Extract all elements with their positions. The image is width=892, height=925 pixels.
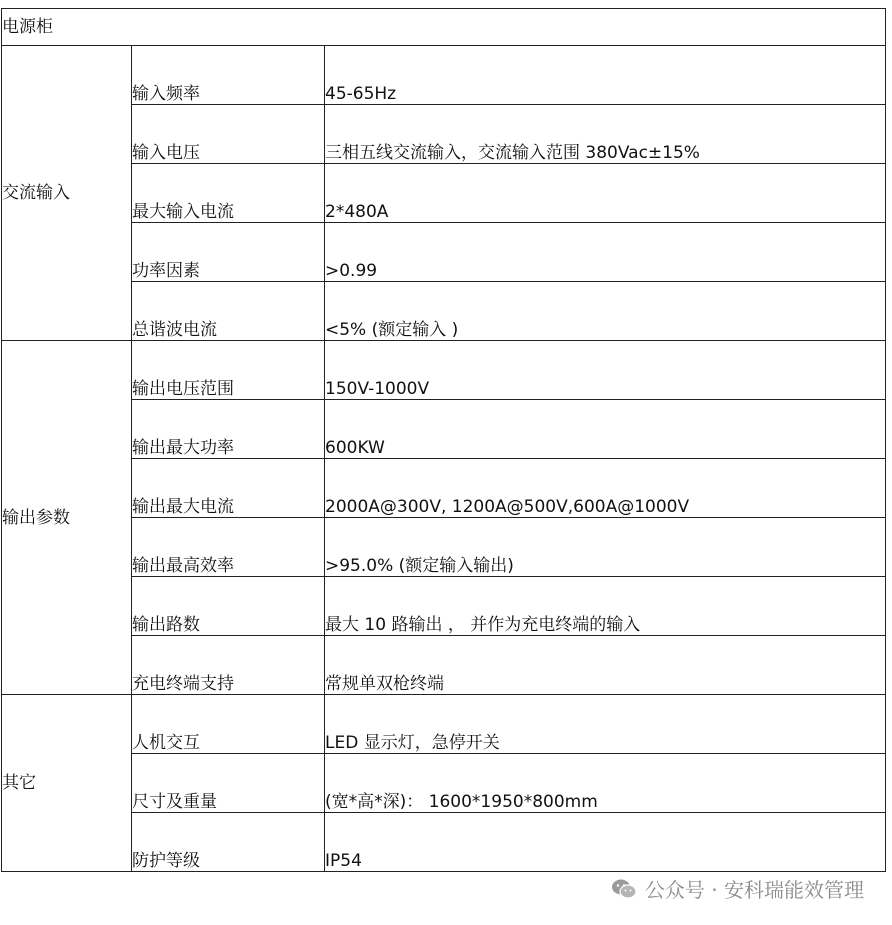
param-name: 尺寸及重量 bbox=[132, 754, 325, 813]
param-value: >0.99 bbox=[325, 223, 886, 282]
table-row bbox=[2, 400, 886, 459]
table-row bbox=[2, 695, 886, 754]
watermark-text: 公众号 · 安科瑞能效管理 bbox=[644, 878, 864, 902]
table-title: 电源柜 bbox=[2, 9, 886, 46]
param-value: 150V-1000V bbox=[325, 341, 886, 400]
param-name: 输出电压范围 bbox=[132, 341, 325, 400]
param-name: 总谐波电流 bbox=[132, 282, 325, 341]
param-name: 人机交互 bbox=[132, 695, 325, 754]
table-row bbox=[2, 813, 886, 872]
table-row bbox=[2, 341, 886, 400]
param-value: >95.0% (额定输入输出) bbox=[325, 518, 886, 577]
table-row bbox=[2, 46, 886, 105]
table-row bbox=[2, 636, 886, 695]
watermark bbox=[611, 874, 864, 903]
group-label-other: 其它 bbox=[2, 695, 132, 872]
spec-table bbox=[1, 8, 886, 872]
param-value: <5% (额定输入 ) bbox=[325, 282, 886, 341]
param-name: 输出最大功率 bbox=[132, 400, 325, 459]
param-value: 45-65Hz bbox=[325, 46, 886, 105]
param-name: 最大输入电流 bbox=[132, 164, 325, 223]
table-row bbox=[2, 223, 886, 282]
param-value: 2000A@300V, 1200A@500V,600A@1000V bbox=[325, 459, 886, 518]
table-row bbox=[2, 577, 886, 636]
param-value: 常规单双枪终端 bbox=[325, 636, 886, 695]
param-value: IP54 bbox=[325, 813, 886, 872]
param-name: 输出最大电流 bbox=[132, 459, 325, 518]
param-value: 2*480A bbox=[325, 164, 886, 223]
table-row bbox=[2, 518, 886, 577]
table-row bbox=[2, 459, 886, 518]
group-label-output-params: 输出参数 bbox=[2, 341, 132, 695]
param-name: 输入电压 bbox=[132, 105, 325, 164]
table-row bbox=[2, 282, 886, 341]
param-value: LED 显示灯，急停开关 bbox=[325, 695, 886, 754]
wechat-icon bbox=[611, 878, 637, 900]
param-name: 输入频率 bbox=[132, 46, 325, 105]
param-value: 最大 10 路输出 ， 并作为充电终端的输入 bbox=[325, 577, 886, 636]
table-row bbox=[2, 105, 886, 164]
table-row bbox=[2, 754, 886, 813]
title-row bbox=[2, 9, 886, 46]
param-value: 600KW bbox=[325, 400, 886, 459]
group-label-ac-input: 交流输入 bbox=[2, 46, 132, 341]
param-value: (宽*高*深)： 1600*1950*800mm bbox=[325, 754, 886, 813]
param-name: 防护等级 bbox=[132, 813, 325, 872]
param-name: 功率因素 bbox=[132, 223, 325, 282]
param-name: 输出最高效率 bbox=[132, 518, 325, 577]
param-name: 输出路数 bbox=[132, 577, 325, 636]
table-row bbox=[2, 164, 886, 223]
param-value: 三相五线交流输入，交流输入范围 380Vac±15% bbox=[325, 105, 886, 164]
param-name: 充电终端支持 bbox=[132, 636, 325, 695]
